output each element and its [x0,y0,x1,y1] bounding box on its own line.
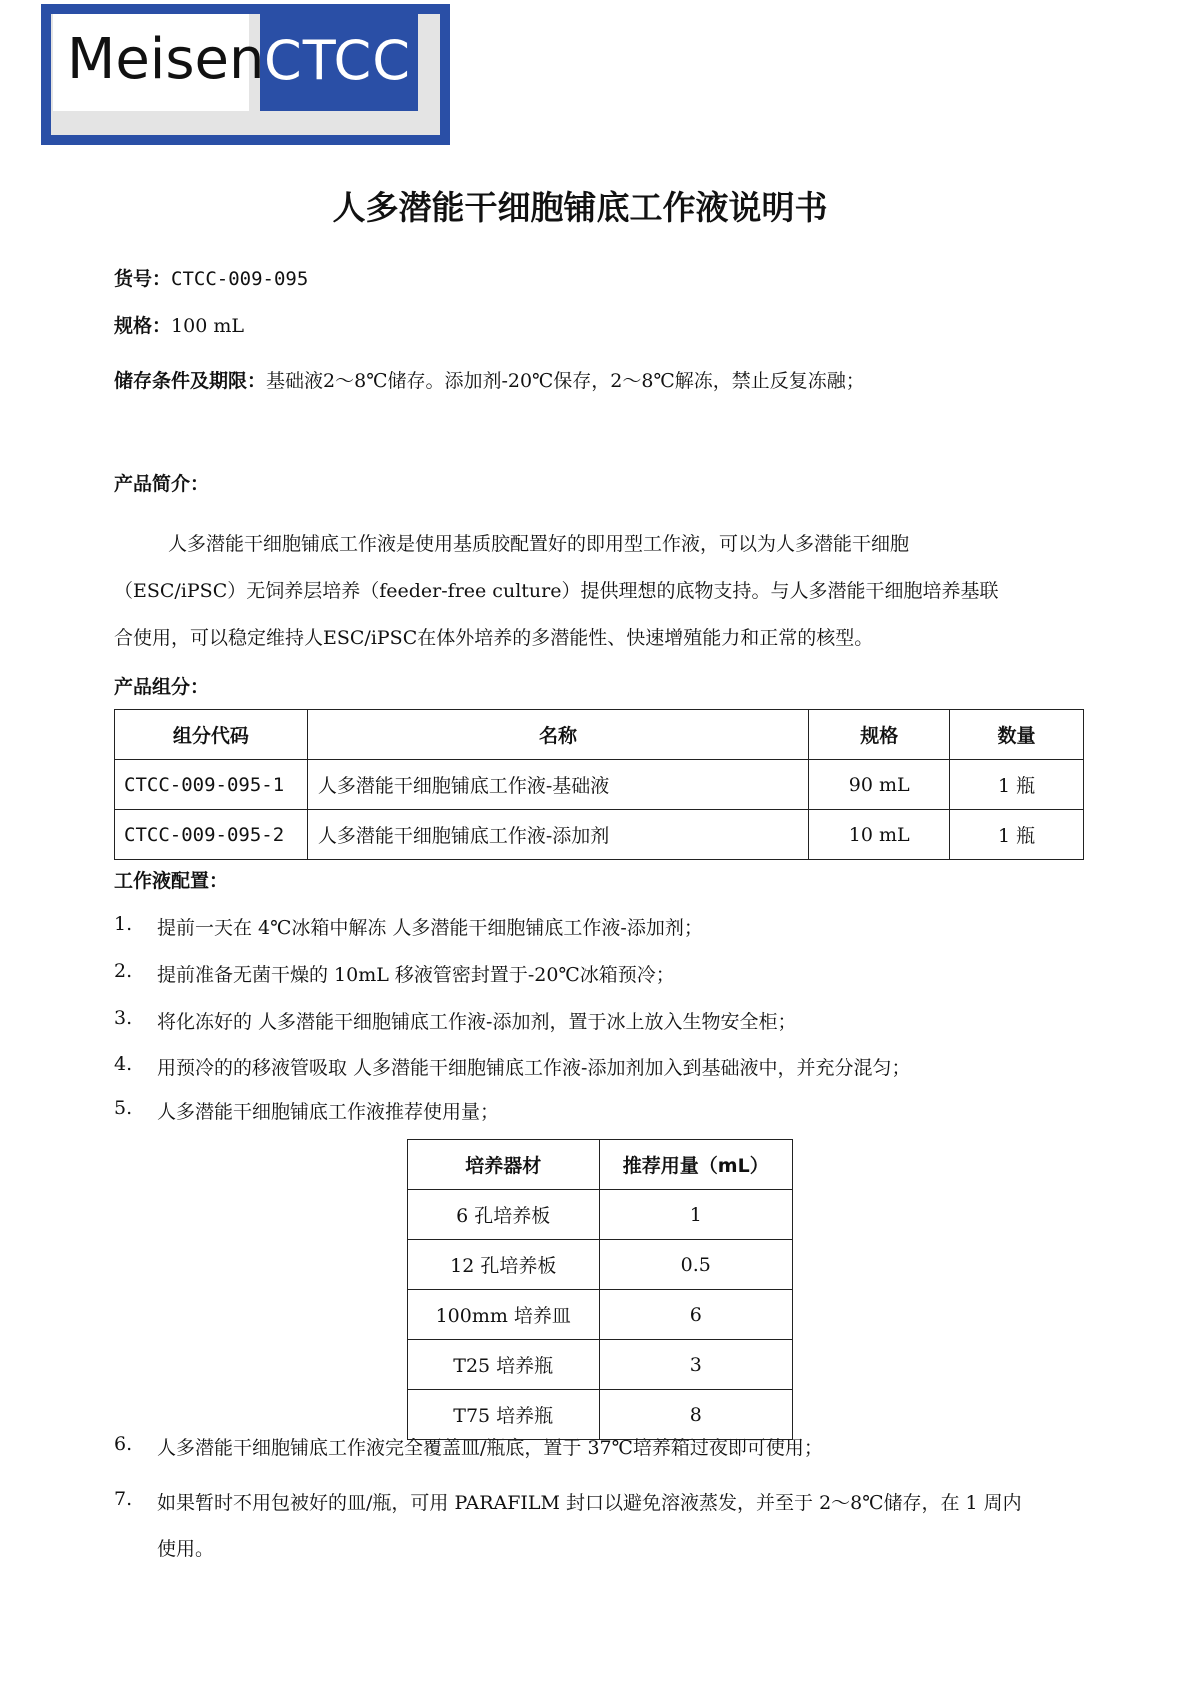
column-header: 培养器材 [408,1140,600,1190]
storage-value: 基础液2～8℃储存。添加剂-20℃保存，2～8℃解冻，禁止反复冻融； [266,370,865,392]
volume-cell: 1 [599,1190,793,1240]
spec-label: 规格： [114,315,172,337]
component-spec: 90 mL [809,760,950,810]
column-header: 推荐用量（mL） [599,1140,793,1190]
component-code: CTCC-009-095-1 [115,760,308,810]
volume-cell: 0.5 [599,1240,793,1290]
step-number: 5. [114,1097,133,1119]
step-number: 7. [114,1488,133,1510]
table-row [115,760,1084,810]
vessel-cell: T25 培养瓶 [408,1340,600,1390]
vessel-cell: T75 培养瓶 [408,1390,600,1440]
intro-line-2: （ESC/iPSC）无饲养层培养（feeder-free culture）提供理想的底物支持。与人多潜能干细胞培养基联 [114,580,999,602]
intro-paragraph [114,521,1084,662]
catalog-value: CTCC-009-095 [171,268,309,290]
step-text: 提前一天在 4℃冰箱中解冻 人多潜能干细胞铺底工作液-添加剂； [157,917,703,939]
step-number: 2. [114,960,133,982]
components-table [114,709,1084,860]
usage-table [407,1139,793,1440]
vessel-cell: 12 孔培养板 [408,1240,600,1290]
component-qty: 1 瓶 [950,760,1084,810]
component-qty: 1 瓶 [950,810,1084,860]
step-number: 3. [114,1007,133,1029]
table-row [408,1240,793,1290]
step-text: 使用。 [157,1538,215,1560]
vessel-cell: 6 孔培养板 [408,1190,600,1240]
step-number: 1. [114,913,133,935]
table-row [408,1390,793,1440]
catalog-label: 货号： [114,268,172,290]
table-row [115,810,1084,860]
component-code: CTCC-009-095-2 [115,810,308,860]
intro-line-1: 人多潜能干细胞铺底工作液是使用基质胶配置好的即用型工作液，可以为人多潜能干细胞 [168,533,910,555]
intro-line-3: 合使用，可以稳定维持人ESC/iPSC在体外培养的多潜能性、快速增殖能力和正常的核型。 [114,627,874,649]
vessel-cell: 100mm 培养皿 [408,1290,600,1340]
document-title: 人多潜能干细胞铺底工作液说明书 [332,188,828,227]
column-header: 名称 [307,710,808,760]
table-header-row [115,710,1084,760]
catalog-line [114,264,308,291]
table-row [408,1340,793,1390]
logo-ctcc-text: CTCC [264,29,411,92]
components-heading: 产品组分： [114,676,210,698]
storage-line [114,366,865,393]
volume-cell: 6 [599,1290,793,1340]
spec-line [114,311,244,338]
volume-cell: 8 [599,1390,793,1440]
prep-heading: 工作液配置： [114,870,229,892]
step-text: 人多潜能干细胞铺底工作液完全覆盖皿/瓶底，置于 37℃培养箱过夜即可使用； [157,1437,823,1459]
column-header: 数量 [950,710,1084,760]
column-header: 组分代码 [115,710,308,760]
table-header-row [408,1140,793,1190]
table-row [408,1190,793,1240]
storage-label: 储存条件及期限： [114,370,267,392]
step-text: 如果暂时不用包被好的皿/瓶，可用 PARAFILM 封口以避免溶液蒸发，并至于 2～8℃储存，在 1 周内 [157,1492,1022,1514]
step-number: 4. [114,1053,133,1075]
step-text: 将化冻好的 人多潜能干细胞铺底工作液-添加剂，置于冰上放入生物安全柜； [157,1011,797,1033]
spec-value: 100 mL [171,315,244,337]
step-number: 6. [114,1433,133,1455]
logo-meisen-text: Meisen [67,27,265,92]
step-text: 人多潜能干细胞铺底工作液推荐使用量； [157,1101,500,1123]
component-name: 人多潜能干细胞铺底工作液-基础液 [307,760,808,810]
component-name: 人多潜能干细胞铺底工作液-添加剂 [307,810,808,860]
intro-heading: 产品简介： [114,473,210,495]
column-header: 规格 [809,710,950,760]
step-text: 用预冷的的移液管吸取 人多潜能干细胞铺底工作液-添加剂加入到基础液中，并充分混匀； [157,1057,911,1079]
step-text: 提前准备无菌干燥的 10mL 移液管密封置于-20℃冰箱预冷； [157,964,675,986]
volume-cell: 3 [599,1340,793,1390]
table-row [408,1290,793,1340]
company-logo [41,4,450,145]
component-spec: 10 mL [809,810,950,860]
